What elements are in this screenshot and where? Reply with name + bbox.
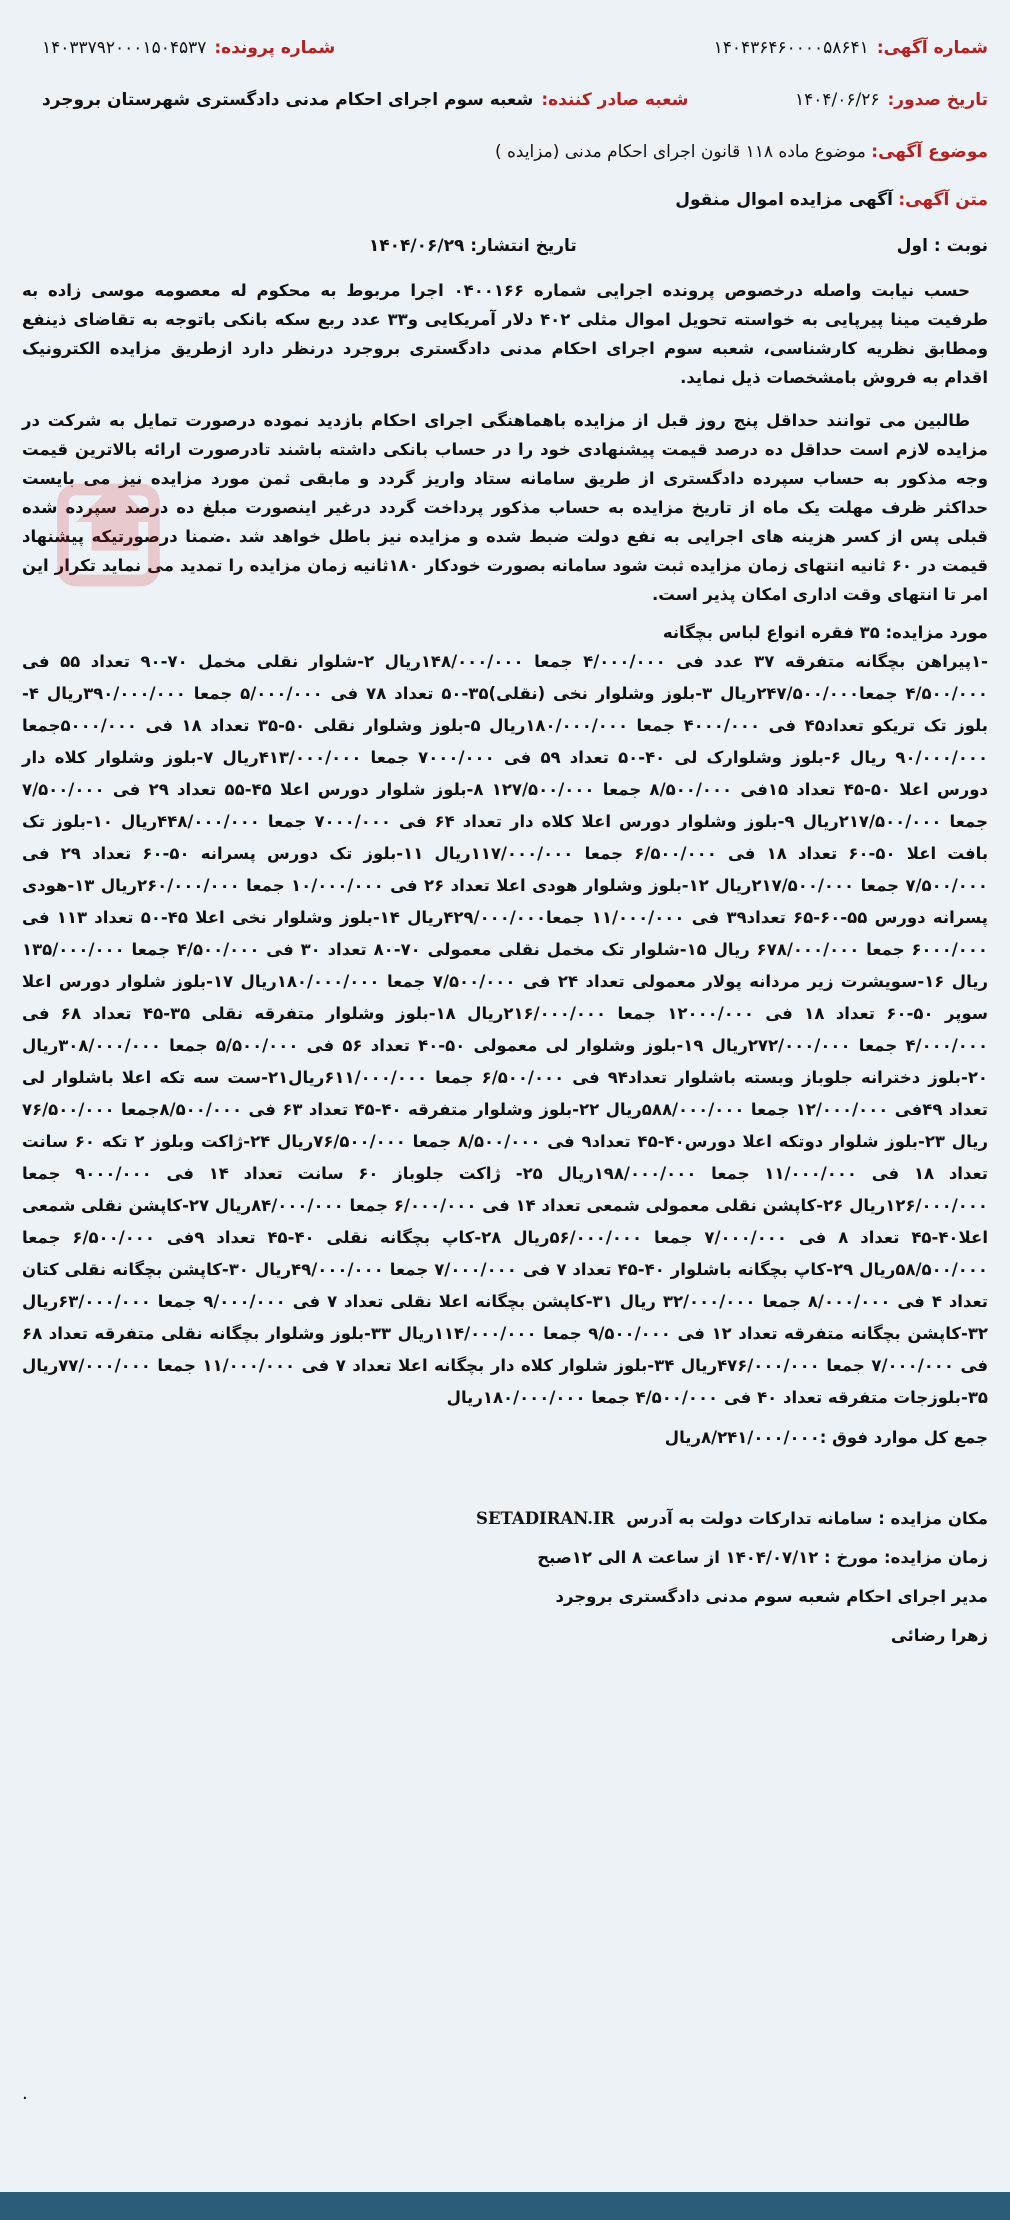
publish-date: تاریخ انتشار: ۱۴۰۴/۰۶/۲۹ [368, 236, 577, 256]
subject-value: موضوع ماده ۱۱۸ قانون اجرای احکام مدنی (مزایده ) [494, 142, 866, 162]
issuer-value: شعبه سوم اجرای احکام مدنی دادگستری شهرستان بروجرد [42, 90, 534, 110]
header-row-1 [22, 38, 988, 58]
paragraph-terms: طالبین می توانند حداقل پنج روز قبل از مزایده باهماهنگی اجرای احکام بازدید نموده درصورت تمایل به شرکت در مزایده لازم است حداقل ده درصد قیمت پیشنهادی خود را در حساب بانکی داشته باشند تادرصورت ارائه بالاترین قیمت وجه مذکور به حساب سپرده دادگستری از طریق سامانه ستاد واریز گردد و مابقی ثمن مورد مزایده نیز می بایست حداکثر ظرف مهلت یک ماه از تاریخ مزایده به حساب مذکور پرداخت گردد درغیر اینصورت مبلغ ده درصد سپرده شده قبلی پس از کسر هزینه های اجرایی به نفع دولت ضبط شده و مزایده نیز باطل خواهد شد .ضمنا درصورتیکه پیشنهاد قیمت در ۶۰ ثانیه انتهای زمان مزایده ثبت شود سامانه بصورت خودکار ۱۸۰ثانیه زمان مزایده را تمدید می نماید تکرار این امر تا انتهای وقت اداری امکان پذیر است. [22, 411, 988, 604]
ad-number-value: ۱۴۰۴۳۶۴۶۰۰۰۰۵۸۶۴۱ [713, 38, 869, 58]
auction-time: زمان مزایده: مورخ : ۱۴۰۴/۰۷/۱۲ از ساعت ۸ الی ۱۲صبح [537, 1548, 988, 1567]
case-number-label: شماره پرونده: [214, 38, 336, 58]
round-row [22, 236, 988, 256]
signer-name: زهرا رضائی [890, 1626, 988, 1645]
auction-place-text: مکان مزایده : سامانه تدارکات دولت به آدرس [626, 1509, 988, 1528]
ad-number-label: شماره آگهی: [876, 38, 988, 58]
body-title-row [22, 190, 988, 210]
header-row-2 [22, 90, 988, 110]
body-title-label: متن آگهی: [898, 190, 988, 210]
grand-total: جمع کل موارد فوق :۸/۲۴۱/۰۰۰/۰۰۰ریال [664, 1428, 988, 1447]
issue-date-label: تاریخ صدور: [887, 90, 988, 110]
issue-date [795, 90, 988, 110]
body-title-value: آگهی مزایده اموال منقول [675, 190, 893, 210]
auction-site-link[interactable]: SETADIRAN.IR [476, 1509, 615, 1528]
trailing-dot: . [22, 2083, 28, 2104]
watermark-logo-icon [50, 470, 180, 600]
signer-title: مدیر اجرای احکام شعبه سوم مدنی دادگستری بروجرد [555, 1587, 988, 1606]
turn-text: نوبت : اول [896, 236, 988, 256]
bottom-bar [0, 2192, 1010, 2220]
issuer [42, 90, 688, 110]
ad-number [714, 38, 988, 58]
items-title: مورد مزایده: ۳۵ فقره انواع لباس بچگانه [662, 623, 988, 642]
subject-label: موضوع آگهی: [871, 142, 988, 162]
issue-date-value: ۱۴۰۴/۰۶/۲۶ [794, 90, 880, 110]
case-number-value: ۱۴۰۳۳۷۹۲۰۰۰۱۵۰۴۵۳۷ [42, 38, 207, 58]
items-list: -۱پیراهن بچگانه متفرقه ۳۷ عدد فی ۴/۰۰۰/۰۰۰ جمعا ۱۴۸/۰۰۰/۰۰۰ریال ۲-شلوار نقلی مخمل ۷۰-۹۰ تعداد ۵۵ فی ۴/۵۰۰/۰۰۰ جمعا۲۴۷/۵۰۰/۰۰۰ریال ۳-بلوز وشلوار نخی (نقلی)۳۵-۵۰ تعداد ۷۸ فی ۵/۰۰۰/۰۰۰ جمعا ۳۹۰/۰۰۰/۰۰۰ریال ۴-بلوز تک تریکو تعداد۴۵ فی ۴۰۰۰/۰۰۰ جمعا ۱۸۰/۰۰۰/۰۰۰ریال ۵-بلوز وشلوار نقلی ۵۰-۳۵ تعداد ۱۸ فی ۵۰۰۰/۰۰۰جمعا ۹۰/۰۰۰/۰۰۰ ریال ۶-بلوز وشلوارک لی ۴۰-۵۰ تعداد ۵۹ فی ۷۰۰۰/۰۰۰ جمعا ۴۱۳/۰۰۰/۰۰۰ریال ۷-بلوز وشلوار کلاه دار دورس اعلا ۵۰-۴۵ تعداد ۱۵فی ۸/۵۰۰/۰۰۰ جمعا ۱۲۷/۵۰۰/۰۰۰ ۸-بلوز شلوار دورس اعلا ۴۵-۵۵ تعداد ۲۹ فی ۷/۵۰۰/۰۰۰ جمعا ۲۱۷/۵۰۰/۰۰۰ریال ۹-بلوز وشلوار دورس اعلا کلاه دار تعداد ۶۴ فی ۷۰۰۰/۰۰۰ جمعا ۴۴۸/۰۰۰/۰۰۰ریال ۱۰-بلوز تک بافت اعلا ۵۰-۶۰ تعداد ۱۸ فی ۶/۵۰۰/۰۰۰ جمعا ۱۱۷/۰۰۰/۰۰۰ریال ۱۱-بلوز تک دورس پسرانه ۵۰-۶۰ تعداد ۲۹ فی ۷/۵۰۰/۰۰۰ جمعا ۲۱۷/۵۰۰/۰۰۰ریال ۱۲-بلوز وشلوار هودی اعلا تعداد ۲۶ فی ۱۰/۰۰۰/۰۰۰ جمعا ۲۶۰/۰۰۰/۰۰۰ریال ۱۳-هودی پسرانه دورس ۵۵-۶۰-۶۵ تعداد۳۹ فی ۱۱/۰۰۰/۰۰۰ جمعا۴۲۹/۰۰۰/۰۰۰ریال ۱۴-بلوز وشلوار نخی اعلا ۴۵-۵۰ تعداد ۱۱۳ فی ۶۰۰۰/۰۰۰ جمعا ۶۷۸/۰۰۰/۰۰۰ ریال ۱۵-شلوار تک مخمل نقلی معمولی ۷۰-۸۰ تعداد ۳۰ فی ۴/۵۰۰/۰۰۰ جمعا ۱۳۵/۰۰۰/۰۰۰ ریال ۱۶-سویشرت زیر مردانه پولار معمولی تعداد ۲۴ فی ۷/۵۰۰/۰۰۰ جمعا ۱۸۰/۰۰۰/۰۰۰ریال ۱۷-بلوز شلوار دورس اعلا سوپر ۵۰-۶۰ تعداد ۱۸ فی ۱۲۰۰۰/۰۰۰ جمعا ۲۱۶/۰۰۰/۰۰۰ریال ۱۸-بلوز وشلوار متفرقه نقلی ۳۵-۴۵ تعداد ۶۸ فی ۴/۰۰۰/۰۰۰ جمعا ۲۷۲/۰۰۰/۰۰۰ریال ۱۹-بلوز وشلوار لی معمولی ۵۰-۴۰ تعداد ۵۶ فی ۵/۵۰۰/۰۰۰ جمعا ۳۰۸/۰۰۰/۰۰۰ریال ۲۰-بلوز دخترانه جلوباز وبسته باشلوار تعداد۹۴ فی ۶/۵۰۰/۰۰۰ جمعا ۶۱۱/۰۰۰/۰۰۰ریال۲۱-ست سه تکه اعلا باشلوار لی تعداد ۴۹فی ۱۲/۰۰۰/۰۰۰ جمعا ۵۸۸/۰۰۰/۰۰۰ریال ۲۲-بلوز وشلوار متفرقه ۴۰-۴۵ تعداد ۶۳ فی ۸/۵۰۰/۰۰۰جمعا ۷۶/۵۰۰/۰۰۰ ریال ۲۳-بلوز شلوار دوتکه اعلا دورس۴۰-۴۵ تعداد۹ فی ۸/۵۰۰/۰۰۰ جمعا ۷۶/۵۰۰/۰۰۰ریال ۲۴-ژاکت وبلوز ۲ تکه ۶۰ سانت تعداد ۱۸ فی ۱۱/۰۰۰/۰۰۰ جمعا ۱۹۸/۰۰۰/۰۰۰ریال ۲۵- ژاکت جلوباز ۶۰ سانت تعداد ۱۴ فی ۹۰۰۰/۰۰۰ جمعا ۱۲۶/۰۰۰/۰۰۰ریال ۲۶-کاپشن نقلی معمولی شمعی تعداد ۱۴ فی ۶/۰۰۰/۰۰۰ جمعا ۸۴/۰۰۰/۰۰۰ریال ۲۷-کاپشن نقلی شمعی اعلا۴۰-۴۵ تعداد ۸ فی ۷/۰۰۰/۰۰۰ جمعا ۵۶/۰۰۰/۰۰۰ریال ۲۸-کاپ بچگانه نقلی ۴۰-۴۵ تعداد ۹فی ۶/۵۰۰/۰۰۰ جمعا ۵۸/۵۰۰/۰۰۰ریال ۲۹-کاپ بچگانه باشلوار ۴۰-۴۵ تعداد ۷ فی ۷/۰۰۰/۰۰۰ جمعا ۴۹/۰۰۰/۰۰۰ریال ۳۰-کاپشن بچگانه نقلی کتان تعداد ۴ فی ۸/۰۰۰/۰۰۰ جمعا ۳۲/۰۰۰/۰۰۰ ریال ۳۱-کاپشن بچگانه اعلا نقلی تعداد ۷ فی ۹/۰۰۰/۰۰۰ جمعا ۶۳/۰۰۰/۰۰۰ریال ۳۲-کاپشن بچگانه متفرقه تعداد ۱۲ فی ۹/۵۰۰/۰۰۰ جمعا ۱۱۴/۰۰۰/۰۰۰ریال ۳۳-بلوز وشلوار بچگانه نقلی متفرقه تعداد ۶۸ فی ۷/۰۰۰/۰۰۰ جمعا ۴۷۶/۰۰۰/۰۰۰ریال ۳۴-بلوز شلوار کلاه دار بچگانه اعلا تعداد ۷ فی ۱۱/۰۰۰/۰۰۰ جمعا ۷۷/۰۰۰/۰۰۰ریال ۳۵-بلوزجات متفرقه تعداد ۴۰ فی ۴/۵۰۰/۰۰۰ جمعا ۱۸۰/۰۰۰/۰۰۰ریال [22, 652, 989, 1407]
subject-row [22, 142, 988, 162]
issuer-label: شعبه صادر کننده: [541, 90, 689, 110]
case-number [42, 38, 335, 58]
auction-place [22, 1509, 988, 1528]
paragraph-request: حسب نیابت واصله درخصوص پرونده اجرایی شماره ۰۴۰۰۱۶۶ اجرا مربوط به محکوم له معصومه موسی زاده به طرفیت مینا پیرپایی به خواسته تحویل اموال مثلی ۴۰۲ دلار آمریکایی و۳۳ عدد ربع سکه بانکی باتوجه به تقاضای ذینفع ومطابق نظریه کارشناسی، شعبه سوم اجرای احکام مدنی دادگستری بروجرد درنظر دارد ازطریق مزایده الکترونیک اقدام به فروش بامشخصات ذیل نماید. [22, 281, 989, 387]
